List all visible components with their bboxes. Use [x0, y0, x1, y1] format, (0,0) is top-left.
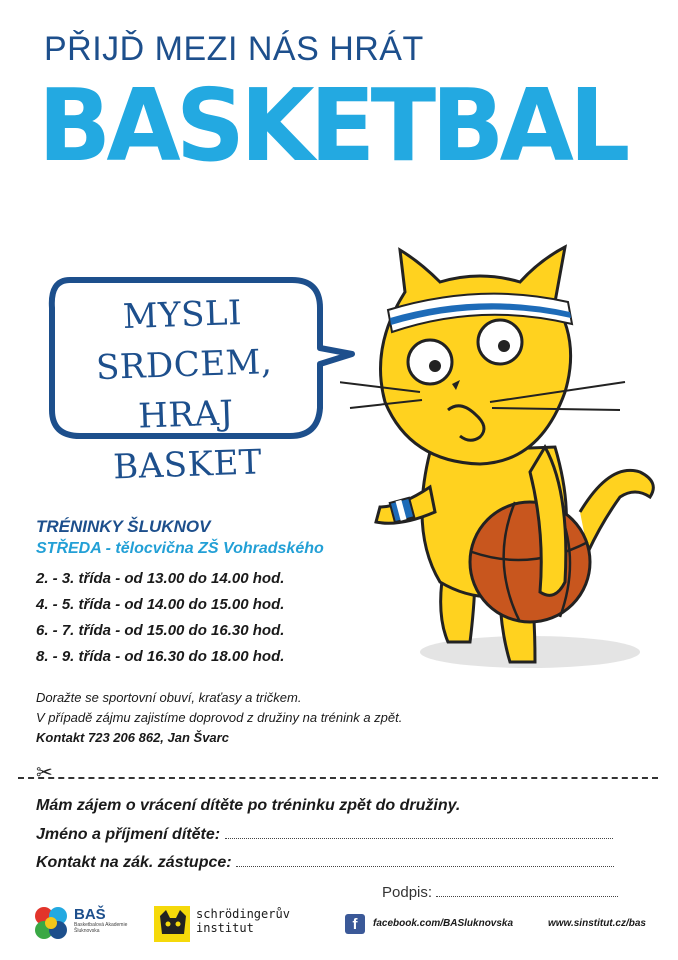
website-link[interactable]: www.sinstitut.cz/bas: [548, 918, 646, 929]
facebook-link[interactable]: facebook.com/BASluknovska: [373, 918, 514, 929]
return-form: [36, 792, 614, 876]
bubble-line-2: HRAJ BASKET: [112, 393, 263, 488]
schedule-row: 4. - 5. třída - od 14.00 do 15.00 hod.: [36, 596, 285, 613]
notes: [36, 688, 402, 748]
interest-statement: Mám zájem o vrácení dítěte po tréninku zpět do družiny.: [36, 797, 461, 814]
note-line-1: Doražte se sportovní obuví, kraťasy a tričkem.: [36, 690, 302, 705]
cat-mascot-illustration: [340, 232, 670, 672]
signature-label: Podpis:: [382, 884, 433, 901]
scissors-icon: ✂: [36, 760, 53, 784]
child-name-label: Jméno a příjmení dítěte:: [36, 826, 221, 843]
training-info: [36, 516, 324, 670]
training-heading: TRÉNINKY ŠLUKNOV: [36, 517, 211, 536]
note-line-2: V případě zájmu zajistíme doprovod z družiny na trénink a zpět.: [36, 710, 403, 725]
cut-line-divider: [18, 777, 658, 779]
training-venue: STŘEDA - tělocvična ZŠ Vohradského: [36, 540, 324, 557]
guardian-contact-row: [36, 848, 614, 876]
signature-row: [382, 878, 618, 901]
schedule-row: 2. - 3. třída - od 13.00 do 14.00 hod.: [36, 570, 285, 587]
contact-line: Kontakt 723 206 862, Jan Švarc: [36, 730, 229, 745]
poster-subtitle: PŘIJĎ MEZI NÁS HRÁT: [44, 30, 424, 68]
schedule-row: 6. - 7. třída - od 15.00 do 16.30 hod.: [36, 622, 285, 639]
guardian-contact-field[interactable]: [236, 848, 614, 867]
child-name-field[interactable]: [225, 820, 613, 839]
schrodinger-line-1: schrödingerův: [196, 907, 290, 921]
bas-logo-name: BAŠ: [74, 906, 106, 923]
guardian-contact-label: Kontakt na zák. zástupce:: [36, 854, 232, 871]
schedule-row: 8. - 9. třída - od 16.30 do 18.00 hod.: [36, 648, 285, 665]
bas-logo-icon: [32, 904, 70, 942]
schedule-list: [36, 566, 324, 670]
schrodinger-line-2: institut: [196, 921, 254, 935]
signature-field[interactable]: [436, 878, 618, 897]
poster-title: BASKETBAL: [38, 67, 626, 184]
child-name-row: [36, 820, 614, 848]
schrodinger-logo-icon: [154, 906, 190, 942]
facebook-icon[interactable]: f: [345, 914, 365, 934]
bubble-slogan: [67, 286, 304, 494]
bubble-line-1: MYSLI SRDCEM,: [95, 292, 273, 389]
bas-logo-subtitle: Basketbalová Akademie Šluknovska: [74, 922, 128, 934]
schrodinger-logo-name: [196, 907, 290, 935]
